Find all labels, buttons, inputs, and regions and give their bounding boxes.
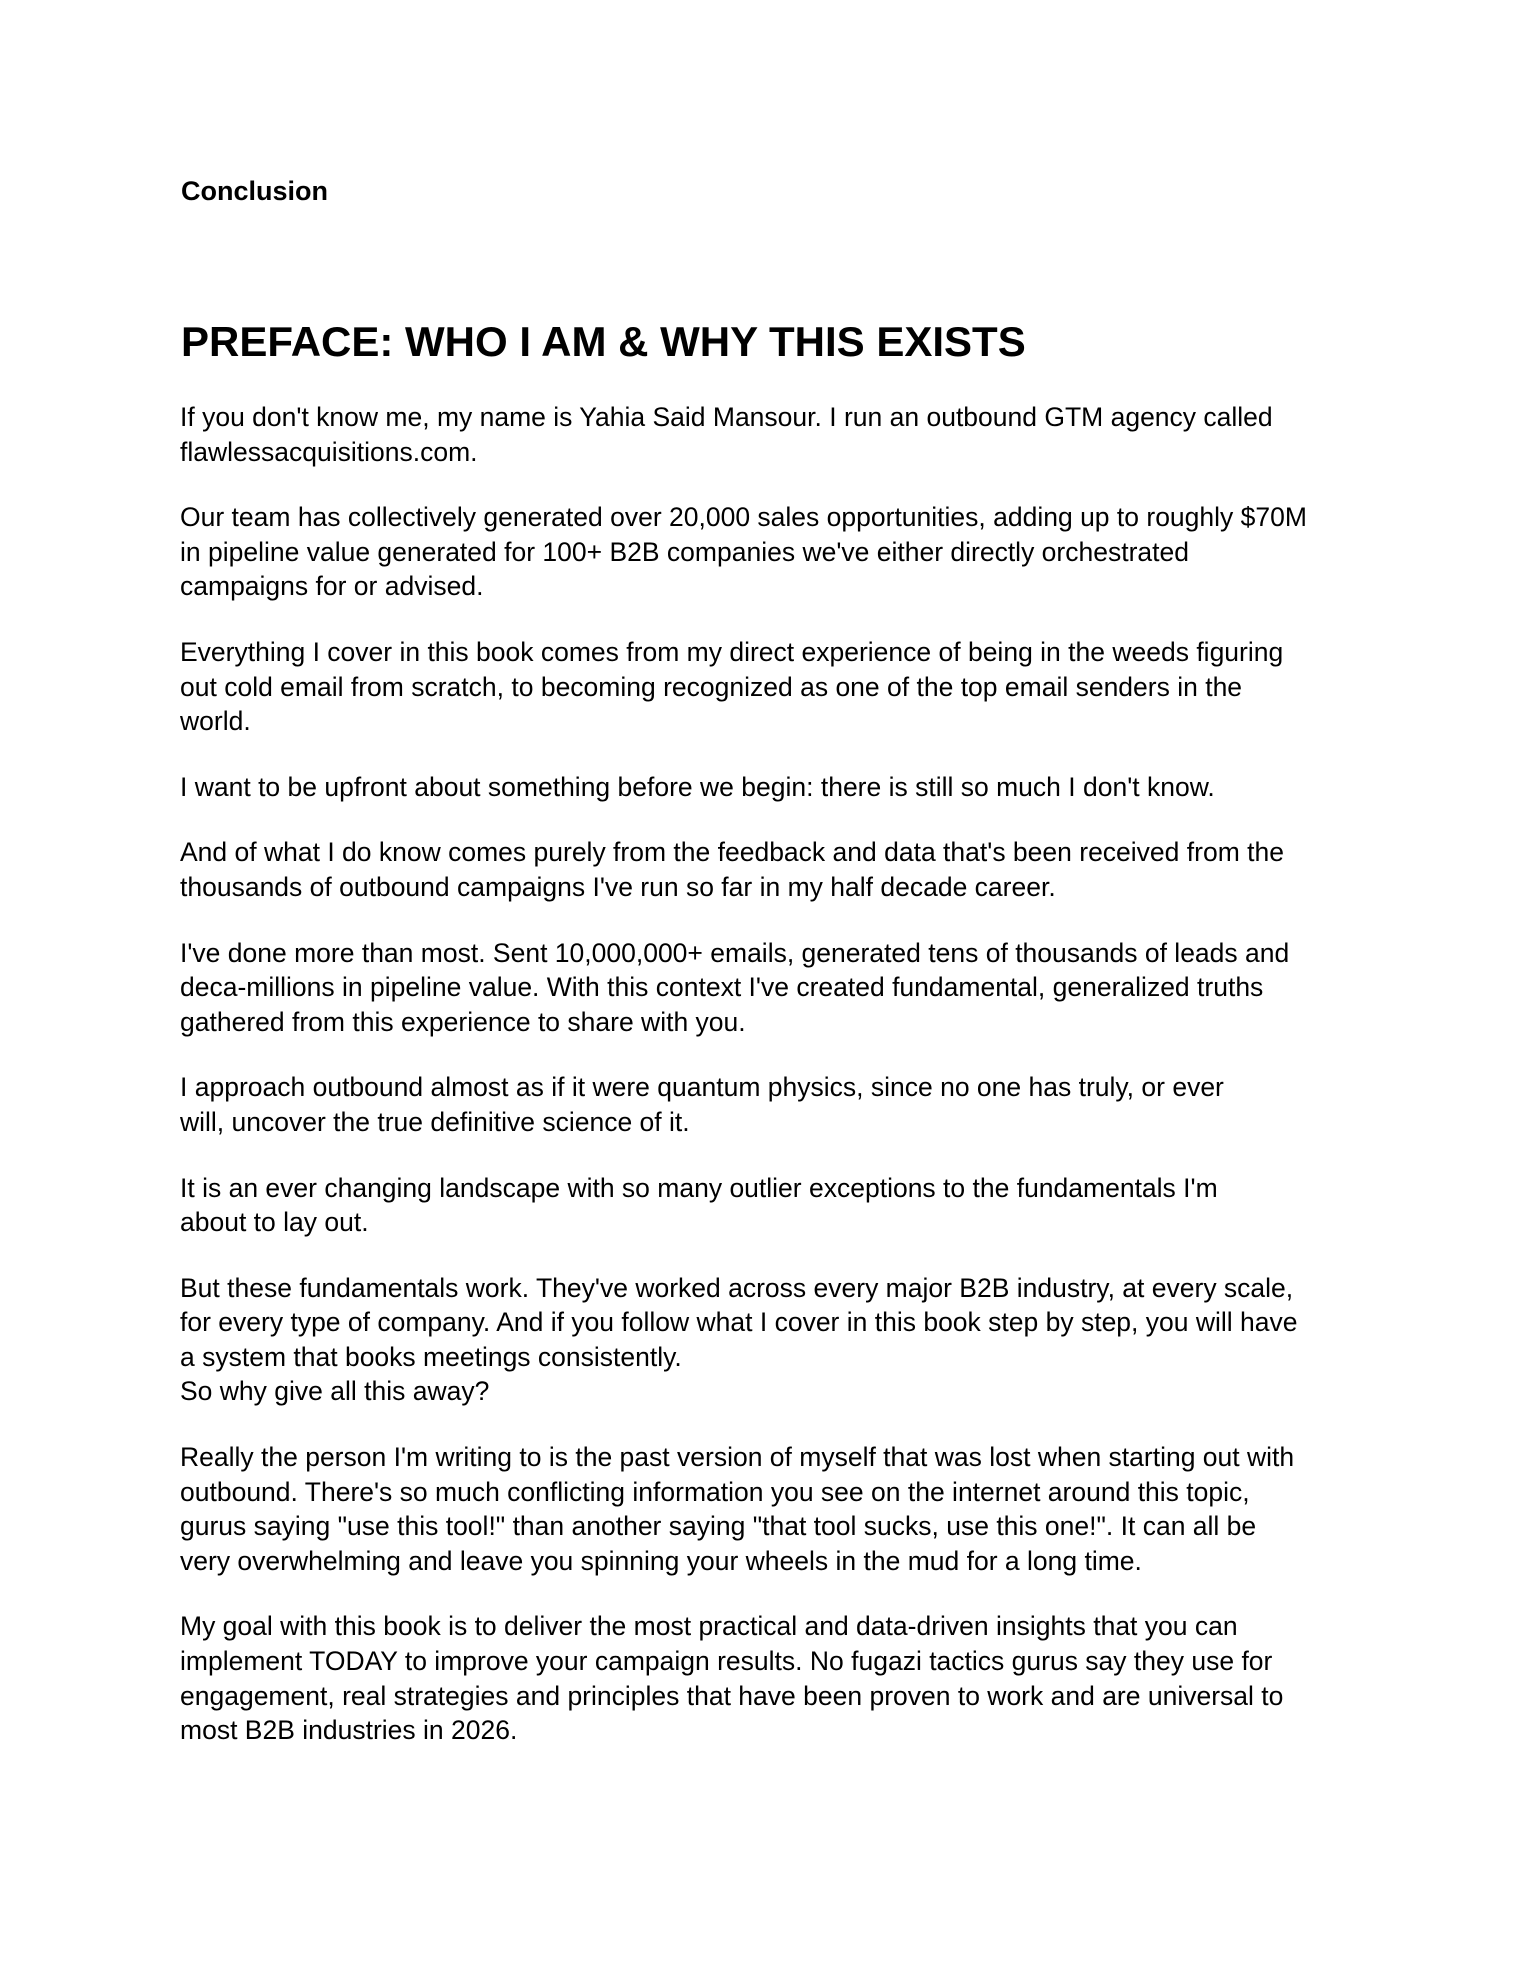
preface-body (180, 400, 1360, 1779)
preface-heading: PREFACE: WHO I AM & WHY THIS EXISTS (181, 318, 1026, 365)
paragraph-goal: My goal with this book is to deliver the most practical and data-driven insights that you can implement TODAY to improve your campaign results. No fugazi tactics gurus say they use for engagement, real strategies and principles that have been proven to work and are universal to most B2B industries in 2026. (180, 1611, 1284, 1746)
paragraph-intro: If you don't know me, my name is Yahia Said Mansour. I run an outbound GTM agency called flawlessacquisitions.com. (180, 402, 1273, 467)
paragraph-feedback: And of what I do know comes purely from the feedback and data that's been received from the thousands of outbound campaigns I've run so far in my half decade career. (180, 837, 1284, 902)
toc-item-conclusion: Conclusion (181, 176, 328, 206)
paragraph-landscape: It is an ever changing landscape with so many outlier exceptions to the fundamentals I'm about to lay out. (180, 1172, 1218, 1238)
paragraph-past-self: Really the person I'm writing to is the past version of myself that was lost when starting out with outbound. There's so much conflicting information you see on the internet around this topic, gurus saying "use this tool!" than another saying "that tool sucks, use this one!". It can all be very overwhelming and leave you spinning your wheels in the mud for a long time. (180, 1442, 1295, 1576)
paragraph-upfront: I want to be upfront about something before we begin: there is still so much I don't know. (180, 771, 1215, 802)
paragraph-fundamentals: But these fundamentals work. They've worked across every major B2B industry, at every scale, for every type of company. And if you follow what I cover in this book step by step, you will have a system that books meetings consistently. (180, 1272, 1298, 1372)
paragraph-experience: Everything I cover in this book comes from my direct experience of being in the weeds figuring out cold email from scratch, to becoming recognized as one of the top email senders in the world. (180, 636, 1284, 737)
paragraph-team-results: Our team has collectively generated over 20,000 sales opportunities, adding up to roughly $70M in pipeline value generated for 100+ B2B companies we've either directly orchestrated campaigns for or advised. (180, 502, 1307, 602)
paragraph-why-give-away: So why give all this away? (180, 1376, 490, 1407)
paragraph-quantum-physics: I approach outbound almost as if it were quantum physics, since no one has truly, or ever will, uncover the true definitive science of it. (180, 1072, 1224, 1137)
paragraph-done-more: I've done more than most. Sent 10,000,000+ emails, generated tens of thousands of leads and deca-millions in pipeline value. With this context I've created fundamental, generalized truths gathered from this experience to share with you. (180, 937, 1290, 1037)
